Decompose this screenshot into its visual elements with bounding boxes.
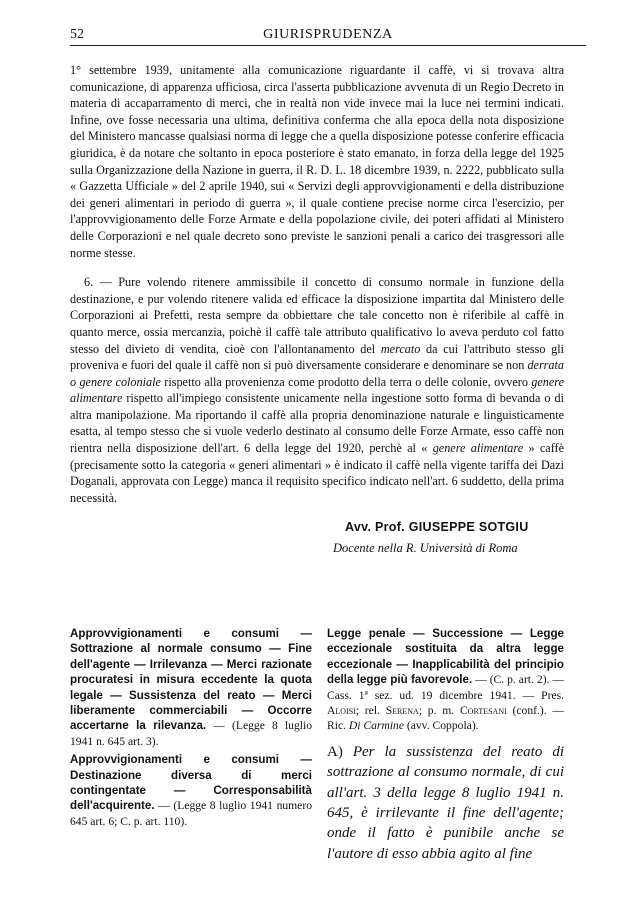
header-rule <box>70 45 586 46</box>
page-number: 52 <box>70 27 84 42</box>
paragraph-6: 6. — Pure volendo ritenere ammissibile il concetto di consumo normale in funzione della destinazione, e pur volendo ritenere valida ed efficace la disposizione impartita dal Ministero delle Corporazioni ai Prefetti, resta sempre da obbiettare che tale concetto non è riferibile al caffè in quanto merce, ossia mercanzia, poichè il caffè tale attributo qualificativo lo aveva perduto col fatto stesso del divieto di vendita, cioè con l'allontanamento del mercato da cui l'attributo stesso gli proveniva e fuori del quale il caffè non si può diversamente considerare e denominare se non derrata o genere coloniale rispetto alla provenienza come prodotto della terra o delle colonie, ovvero genere alimentare rispetto all'impiego consistente unicamente nella ingestione sotto forma di bevanda o di altra manipolazione. Ma riportando il caffè alla propria denominazione naturale e linguisticamente esatta, al tempo stesso che si vuole vederlo destinato al consumo delle Forze Armate, esso caffè non rientra nella disposizione dell'art. 6 della legge del 1920, perchè al « genere alimentare » caffè (precisamente sotto la categoria « generi alimentari » è indicato il caffè nella vigente tariffa dei Dazi Doganali, approvata con Legge) manca il requisito specifico indicato nell'art. 6 suddetto, della prima necessità. <box>70 275 565 505</box>
article-body <box>70 62 564 506</box>
headnote-entry <box>70 626 312 749</box>
headnote-citation: — (Legge 8 luglio 1941 numero 645 art. 6; C. p. art. 110). <box>70 799 312 828</box>
running-header <box>70 27 586 43</box>
author-title: Docente nella R. Università di Roma <box>333 541 518 555</box>
headnote-heading: Legge penale — Successione — Legge eccezionale sostituita da altra legge eccezionale — Inapplicabilità del principio della legge più favorevole. <box>327 627 564 687</box>
headnote-citation: — (Legge 8 luglio 1941 n. 645 art. 3). <box>70 719 312 748</box>
legal-maxim: A) Per la sussistenza del reato di sottrazione al consumo normale, di cui all'art. 3 della legge 8 luglio 1941 n. 645, è irrilevante il fine dell'agente; onde il fatto è punibile anche se l'autore di esso abbia agito al fine <box>327 743 564 862</box>
paragraph-continuation: 1° settembre 1939, unitamente alla comunicazione riguardante il caffè, vi si trovava altra comunicazione, di apparenza ufficiosa, circa l'asserta pubblicazione avvenuta di un Regio Decreto in materia di accaparramento di merci, che in realtà non vide invece mai la luce nei termini indicati. Infine, ove fosse necessaria una ultima, definitiva conferma che alla epoca della nota disposizione del Ministero mancasse qualsiasi norma di legge che a quella disposizione potesse conferire efficacia giuridica, è da notare che soltanto in epoca posteriore è stato emanato, in forza della legge del 1925 sulla Organizzazione della Nazione in guerra, il R. D. L. 18 dicembre 1939, n. 2222, pubblicato sulla « Gazzetta Ufficiale » del 2 aprile 1940, sui « Servizi degli approvvigionamenti e della distribuzione dei generi alimentari in periodo di guerra », il quale contiene precise norme circa l'esercizio, per l'approvvigionamento delle Forze Armate e della popolazione civile, dei poteri affidati al Ministero delle Corporazioni e nel quale decreto sono previste le sanzioni penali a carico dei trasgressori alle norme stesse. <box>70 63 564 260</box>
right-column <box>327 626 564 864</box>
headnote-heading: Approvvigionamenti e consumi — Destinazione diversa di merci contingentate — Corresponsabilità dell'acquirente. <box>70 753 312 813</box>
author-signature: Avv. Prof. GIUSEPPE SOTGIU <box>345 520 529 534</box>
left-column <box>70 626 312 832</box>
headnote-entry <box>70 752 312 829</box>
headnote-entry: Legge penale — Successione — Legge eccezionale sostituita da altra legge eccezionale — Inapplicabilità del principio della legge più favorevole. — (C. p. art. 2). — Cass. 1ª sez. ud. 19 dicembre 1941. — Pres. Aloisi; rel. Serena; p. m. Cortesani (conf.). — Ric. Di Carmine (avv. Coppola). <box>327 627 565 733</box>
page-title: GIURISPRUDENZA <box>263 27 393 42</box>
headnote-heading: Approvvigionamenti e consumi — Sottrazione al normale consumo — Fine dell'agente — Irrilevanza — Merci razionate procuratesi in misura eccedente la quota legale — Sussistenza del reato — Merci liberamente commerciabili — Occorre accertarne la rilevanza. <box>70 627 312 733</box>
